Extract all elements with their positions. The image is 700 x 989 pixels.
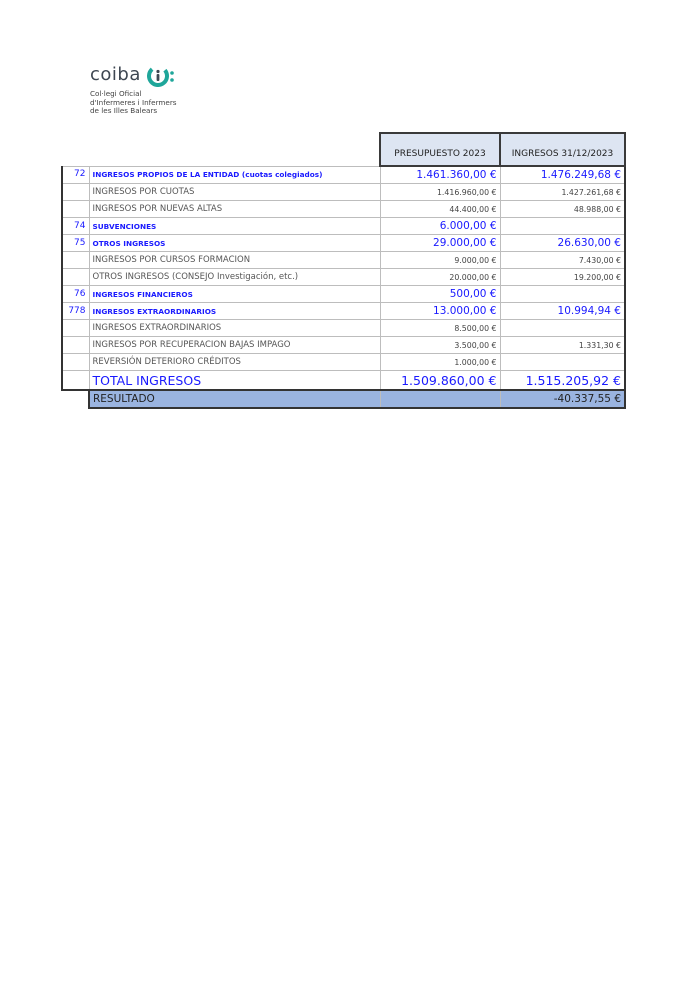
- account-name: INGRESOS POR RECUPERACION BAJAS IMPAGO: [89, 337, 380, 354]
- account-name: REVERSIÓN DETERIORO CRÉDITOS: [89, 354, 380, 371]
- presupuesto-value: 29.000,00 €: [380, 235, 500, 252]
- table-row: [62, 184, 625, 201]
- table-row: [62, 252, 625, 269]
- ingresos-value: [500, 286, 625, 303]
- table-row: [62, 269, 625, 286]
- account-code: [62, 337, 89, 354]
- presupuesto-value: 13.000,00 €: [380, 303, 500, 320]
- presupuesto-value: 500,00 €: [380, 286, 500, 303]
- coiba-i-icon: [147, 65, 180, 87]
- table-row: [62, 166, 625, 184]
- presupuesto-value: 6.000,00 €: [380, 218, 500, 235]
- header-row: [62, 133, 625, 166]
- table-row: [62, 354, 625, 371]
- account-name: INGRESOS POR NUEVAS ALTAS: [89, 201, 380, 218]
- table-row: [62, 303, 625, 320]
- account-code: [62, 320, 89, 337]
- account-name: INGRESOS FINANCIEROS: [89, 286, 380, 303]
- ingresos-value: [500, 354, 625, 371]
- account-code: 74: [62, 218, 89, 235]
- account-code: 778: [62, 303, 89, 320]
- table-row: [62, 286, 625, 303]
- account-code: [62, 184, 89, 201]
- resultado-value: -40.337,55 €: [500, 390, 625, 408]
- account-code: 72: [62, 166, 89, 184]
- table-row: [62, 320, 625, 337]
- logo-wordmark: coiba: [90, 64, 141, 85]
- presupuesto-value: 1.000,00 €: [380, 354, 500, 371]
- table-row: [62, 201, 625, 218]
- account-code: 75: [62, 235, 89, 252]
- header-ingresos: INGRESOS 31/12/2023: [500, 133, 625, 166]
- ingresos-value: 1.427.261,68 €: [500, 184, 625, 201]
- ingresos-value: 1.476.249,68 €: [500, 166, 625, 184]
- ingresos-value: 26.630,00 €: [500, 235, 625, 252]
- presupuesto-value: 3.500,00 €: [380, 337, 500, 354]
- account-code: 76: [62, 286, 89, 303]
- account-name: OTROS INGRESOS: [89, 235, 380, 252]
- account-name: INGRESOS POR CUOTAS: [89, 184, 380, 201]
- ingresos-value: 19.200,00 €: [500, 269, 625, 286]
- income-budget-table: [61, 132, 626, 409]
- account-name: INGRESOS POR CURSOS FORMACION: [89, 252, 380, 269]
- ingresos-value: 7.430,00 €: [500, 252, 625, 269]
- presupuesto-value: 20.000,00 €: [380, 269, 500, 286]
- table-row: [62, 218, 625, 235]
- account-name: INGRESOS EXTRAORDINARIOS: [89, 320, 380, 337]
- table-row: [62, 337, 625, 354]
- presupuesto-value: 44.400,00 €: [380, 201, 500, 218]
- ingresos-value: [500, 320, 625, 337]
- account-code: [62, 252, 89, 269]
- ingresos-value: 1.331,30 €: [500, 337, 625, 354]
- ingresos-value: 10.994,94 €: [500, 303, 625, 320]
- presupuesto-value: 1.416.960,00 €: [380, 184, 500, 201]
- account-code: [62, 201, 89, 218]
- total-row: [62, 371, 625, 391]
- total-label: TOTAL INGRESOS: [89, 371, 380, 391]
- presupuesto-value: 9.000,00 €: [380, 252, 500, 269]
- logo-line: Col·legi Oficial: [90, 89, 142, 98]
- total-presupuesto: 1.509.860,00 €: [380, 371, 500, 391]
- account-code: [62, 269, 89, 286]
- header-presupuesto: PRESUPUESTO 2023: [380, 133, 500, 166]
- ingresos-value: 48.988,00 €: [500, 201, 625, 218]
- account-code: [62, 354, 89, 371]
- logo-line: d'Infermeres i Infermers: [90, 97, 177, 107]
- account-name: INGRESOS EXTRAORDINARIOS: [89, 303, 380, 320]
- logo-line: de les Illes Balears: [90, 106, 158, 116]
- presupuesto-value: 1.461.360,00 €: [380, 166, 500, 184]
- logo-subtitle: [90, 90, 230, 116]
- presupuesto-value: 8.500,00 €: [380, 320, 500, 337]
- total-ingresos: 1.515.205,92 €: [500, 371, 625, 391]
- account-name: INGRESOS PROPIOS DE LA ENTIDAD (cuotas colegiados): [89, 166, 380, 184]
- resultado-row: [62, 390, 625, 408]
- account-name: OTROS INGRESOS (CONSEJO Investigación, etc.): [89, 269, 380, 286]
- table-row: [62, 235, 625, 252]
- resultado-label: RESULTADO: [89, 390, 380, 408]
- ingresos-value: [500, 218, 625, 235]
- account-name: SUBVENCIONES: [89, 218, 380, 235]
